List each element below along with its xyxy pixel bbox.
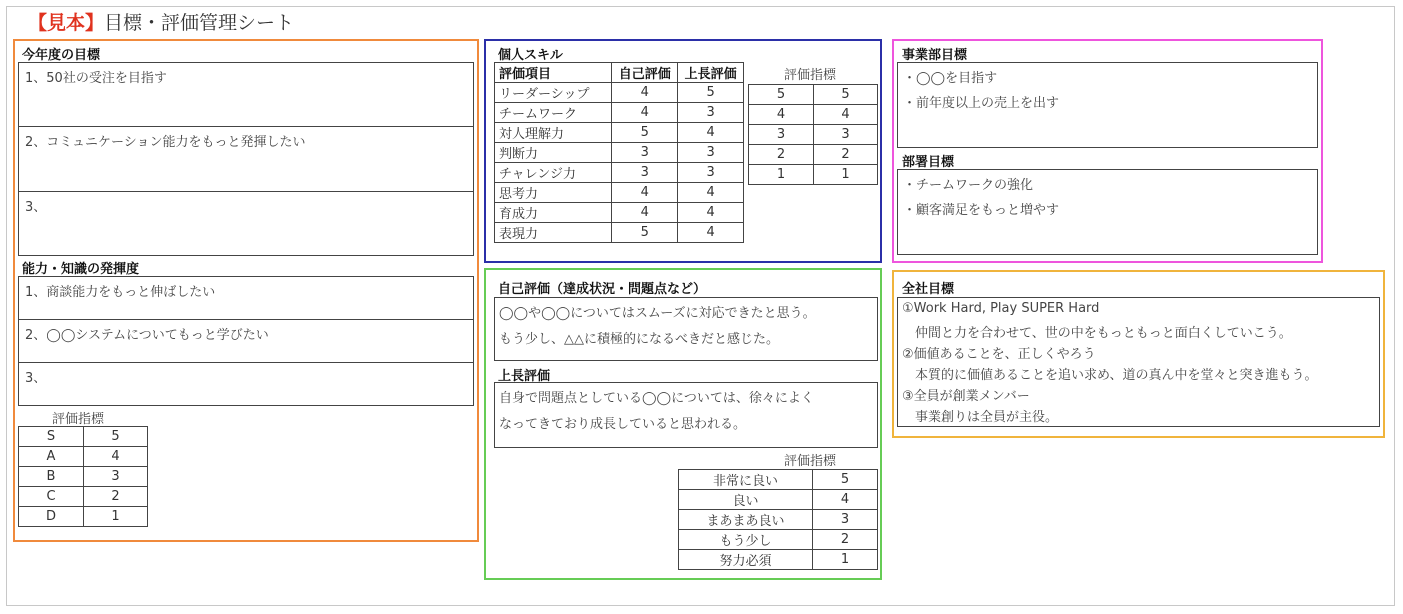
table-row: [495, 223, 744, 243]
annual-goal-3-text: 3、: [25, 200, 47, 215]
table-row: [495, 163, 744, 183]
skill-name: 表現力: [495, 223, 612, 243]
skill-boss[interactable]: 3: [678, 103, 744, 123]
company-goals-label: 全社目標: [902, 282, 955, 297]
skills-label: 個人スキル: [498, 48, 563, 63]
index-left: 3: [749, 125, 814, 145]
boss-eval-line-1: 自身で問題点としている◯◯については、徐々によく: [499, 391, 814, 406]
skills-index-table: [748, 84, 878, 185]
index-grade: D: [19, 507, 84, 527]
index-score: 1: [813, 550, 878, 570]
index-left: 2: [749, 145, 814, 165]
index-right: 4: [814, 105, 878, 125]
skill-boss[interactable]: 4: [678, 123, 744, 143]
self-eval-line-1: ◯◯や◯◯についてはスムーズに対応できたと思う。: [499, 306, 816, 321]
ability-1-text: 1、商談能力をもっと伸ばしたい: [25, 285, 216, 300]
index-left: 4: [749, 105, 814, 125]
skill-self[interactable]: 4: [612, 203, 678, 223]
dept-goal-1: ・チームワークの強化: [903, 178, 1034, 193]
skills-index-label: 評価指標: [784, 68, 837, 83]
boss-eval-label: 上長評価: [498, 369, 551, 384]
page-title: [28, 8, 294, 35]
index-grade: C: [19, 487, 84, 507]
boss-eval-line-2: なってきており成長していると思われる。: [499, 417, 747, 432]
skill-name: リーダーシップ: [495, 83, 612, 103]
index-score: 5: [813, 470, 878, 490]
index-score: 2: [813, 530, 878, 550]
header-boss: 上長評価: [678, 63, 744, 83]
annual-goal-1-text: 1、50社の受注を目指す: [25, 71, 167, 86]
skill-self[interactable]: 4: [612, 183, 678, 203]
title-accent: 【見本】: [28, 12, 105, 34]
ability-label: 能力・知識の発揮度: [22, 262, 140, 277]
skill-name: 対人理解力: [495, 123, 612, 143]
table-row: [679, 470, 878, 490]
table-row: [679, 530, 878, 550]
index-right: 3: [814, 125, 878, 145]
ability-2-text: 2、◯◯システムについてもっと学びたい: [25, 328, 269, 343]
ability-2[interactable]: [18, 319, 474, 363]
skill-self[interactable]: 3: [612, 143, 678, 163]
skill-self[interactable]: 4: [612, 103, 678, 123]
division-goal-2: ・前年度以上の売上を出す: [903, 96, 1060, 111]
company-goal-line-3: ②価値あることを、正しくやろう: [902, 347, 1096, 362]
ability-index-label: 評価指標: [52, 412, 105, 427]
index-text: 非常に良い: [679, 470, 813, 490]
title-text: 目標・評価管理シート: [104, 12, 295, 34]
skill-name: チームワーク: [495, 103, 612, 123]
table-row: [749, 165, 878, 185]
index-right: 2: [814, 145, 878, 165]
dept-goals-box[interactable]: [897, 169, 1318, 255]
skill-boss[interactable]: 3: [678, 143, 744, 163]
table-row: [495, 83, 744, 103]
index-right: 1: [814, 165, 878, 185]
skill-boss[interactable]: 5: [678, 83, 744, 103]
table-header-row: [495, 63, 744, 83]
boss-eval-box[interactable]: [494, 382, 878, 448]
index-score: 4: [84, 447, 148, 467]
company-goal-line-1: ①Work Hard, Play SUPER Hard: [902, 301, 1100, 316]
table-row: [19, 467, 148, 487]
annual-goal-3[interactable]: [18, 191, 474, 256]
table-row: [19, 427, 148, 447]
skill-boss[interactable]: 3: [678, 163, 744, 183]
ability-3[interactable]: [18, 362, 474, 406]
division-goal-1: ・◯◯を目指す: [903, 71, 998, 86]
self-eval-label: 自己評価（達成状況・問題点など）: [498, 282, 707, 297]
ability-1[interactable]: [18, 276, 474, 320]
company-goals-box[interactable]: [897, 297, 1380, 427]
self-eval-box[interactable]: [494, 297, 878, 361]
dept-goal-2: ・顧客満足をもっと増やす: [903, 203, 1060, 218]
annual-goal-2-text: 2、コミュニケーション能力をもっと発揮したい: [25, 135, 306, 150]
boss-index-label: 評価指標: [784, 454, 837, 469]
table-row: [679, 550, 878, 570]
index-right: 5: [814, 85, 878, 105]
skill-self[interactable]: 3: [612, 163, 678, 183]
skill-name: 思考力: [495, 183, 612, 203]
table-row: [19, 447, 148, 467]
skill-self[interactable]: 5: [612, 223, 678, 243]
index-score: 1: [84, 507, 148, 527]
boss-index-table: [678, 469, 878, 570]
index-grade: B: [19, 467, 84, 487]
table-row: [679, 490, 878, 510]
index-score: 3: [813, 510, 878, 530]
index-grade: A: [19, 447, 84, 467]
table-row: [19, 507, 148, 527]
table-row: [495, 123, 744, 143]
company-goal-line-5: ③全員が創業メンバー: [902, 389, 1030, 404]
company-goal-line-2: 仲間と力を合わせて、世の中をもっともっと面白くしていこう。: [902, 326, 1292, 341]
table-row: [749, 85, 878, 105]
skill-boss[interactable]: 4: [678, 183, 744, 203]
table-row: [749, 145, 878, 165]
table-row: [749, 125, 878, 145]
ability-3-text: 3、: [25, 371, 47, 386]
division-goals-box[interactable]: [897, 62, 1318, 148]
table-row: [495, 183, 744, 203]
header-item: 評価項目: [495, 63, 612, 83]
ability-index-table: [18, 426, 148, 527]
division-goals-label: 事業部目標: [902, 48, 968, 63]
skill-name: チャレンジ力: [495, 163, 612, 183]
skills-table: [494, 62, 744, 243]
header-self: 自己評価: [612, 63, 678, 83]
index-grade: S: [19, 427, 84, 447]
index-left: 1: [749, 165, 814, 185]
index-text: 努力必須: [679, 550, 813, 570]
index-score: 2: [84, 487, 148, 507]
index-left: 5: [749, 85, 814, 105]
company-goal-line-6: 事業創りは全員が主役。: [902, 410, 1059, 425]
table-row: [749, 105, 878, 125]
index-score: 4: [813, 490, 878, 510]
company-goal-line-4: 本質的に価値あることを追い求め、道の真ん中を堂々と突き進もう。: [902, 368, 1318, 383]
dept-goals-label: 部署目標: [902, 155, 955, 170]
skill-name: 育成力: [495, 203, 612, 223]
index-score: 5: [84, 427, 148, 447]
annual-goals-label: 今年度の目標: [22, 48, 101, 63]
index-text: まあまあ良い: [679, 510, 813, 530]
table-row: [495, 103, 744, 123]
annual-goal-1[interactable]: [18, 62, 474, 127]
annual-goal-2[interactable]: [18, 126, 474, 192]
skill-boss[interactable]: 4: [678, 203, 744, 223]
table-row: [495, 203, 744, 223]
self-eval-line-2: もう少し、△△に積極的になるべきだと感じた。: [499, 332, 779, 347]
skill-boss[interactable]: 4: [678, 223, 744, 243]
index-text: もう少し: [679, 530, 813, 550]
index-score: 3: [84, 467, 148, 487]
table-row: [495, 143, 744, 163]
skill-name: 判断力: [495, 143, 612, 163]
skill-self[interactable]: 4: [612, 83, 678, 103]
table-row: [19, 487, 148, 507]
table-row: [679, 510, 878, 530]
index-text: 良い: [679, 490, 813, 510]
skill-self[interactable]: 5: [612, 123, 678, 143]
